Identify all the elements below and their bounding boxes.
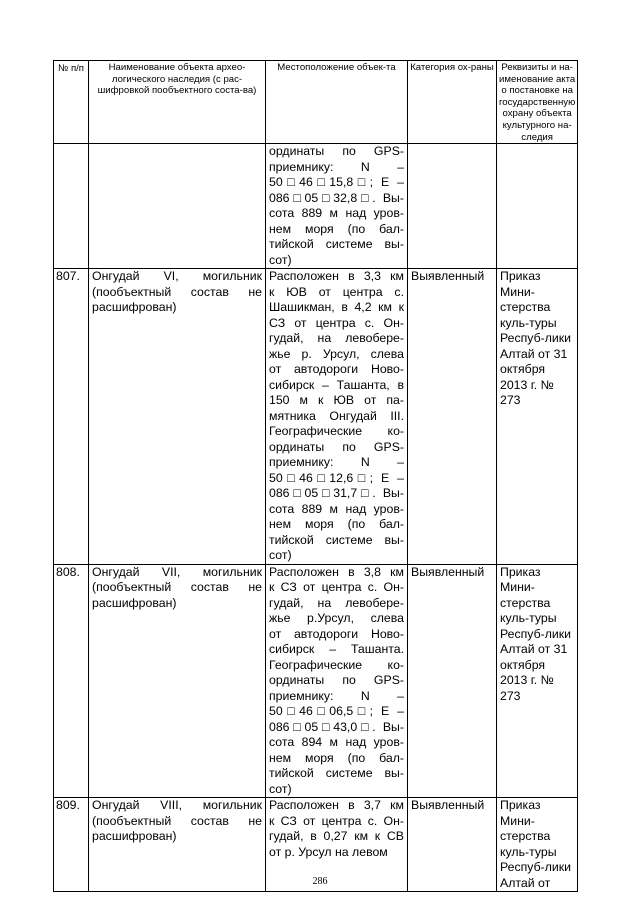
location-line: нем моря (по бал-: [269, 517, 404, 532]
page-number: 286: [312, 876, 328, 887]
table-header-row: [54, 61, 578, 144]
act-requisites: Приказ Мини-стерства куль-туры Респуб-лики Алтай от 31 октября 2013 г. № 273: [497, 564, 578, 798]
location-line: жье р.Урсул, слева: [269, 611, 404, 626]
act-requisites: Приказ Мини-стерства куль-туры Респуб-лики Алтай от: [497, 798, 578, 892]
header-category: Категория ох-раны: [408, 61, 497, 144]
table-row: [54, 269, 578, 565]
location-line: Расположен в 3,7 км: [269, 798, 404, 813]
object-name: Онгудай VIII, могильник (пообъектный состав не расшифрован): [89, 798, 266, 892]
location-line: сот): [269, 252, 292, 267]
object-name: Онгудай VI, могильник (пообъектный состав не расшифрован): [89, 269, 266, 565]
location-line: гудай, в 0,27 км к СВ: [269, 829, 404, 844]
protection-category: Выявленный: [408, 564, 497, 798]
row-number: 807.: [54, 269, 89, 565]
header-requisites: Реквизиты и на-именование акта о постановке на государственную охрану объекта культурного на-следия: [497, 61, 578, 144]
row-number: 809.: [54, 798, 89, 892]
location-line: 50□46□12,6□; E –: [269, 470, 404, 485]
location-line: тийской системе вы-: [269, 766, 404, 781]
location-line: от р. Урсул на левом: [269, 844, 388, 859]
location-line: тийской системе вы-: [269, 532, 404, 547]
location-line: к СЗ от центра с. Он-: [269, 813, 404, 828]
location-line: сибирск – Ташанта, в: [269, 377, 404, 392]
location-line: тийской системе вы-: [269, 237, 404, 252]
header-location: Местоположение объек-та: [266, 61, 408, 144]
location-line: от автодороги Ново-: [269, 362, 404, 377]
location-line: 086□05□32,8□. Вы-: [269, 190, 404, 205]
location-line: 086□05□43,0□. Вы-: [269, 719, 404, 734]
location-line: нем моря (по бал-: [269, 750, 404, 765]
protection-category: Выявленный: [408, 798, 497, 892]
location-line: 086□05□31,7□. Вы-: [269, 486, 404, 501]
location-line: 50□46□15,8□; E –: [269, 175, 404, 190]
location-line: приемнику: N –: [269, 688, 404, 703]
location-line: сот): [269, 781, 292, 796]
location-line: к ЮВ от центра с.: [269, 284, 404, 299]
location-line: гудай, на левобере-: [269, 595, 404, 610]
location-line: от автодороги Ново-: [269, 626, 404, 641]
continuation-location: [266, 144, 408, 269]
location-line: Географические ко-: [269, 657, 404, 672]
location-line: приемнику: N –: [269, 159, 404, 174]
location-line: ординаты по GPS-: [269, 673, 404, 688]
object-name: Онгудай VII, могильник (пообъектный состав не расшифрован): [89, 564, 266, 798]
location-line: сота 889 м над уров-: [269, 501, 404, 516]
location-line: ординаты по GPS-: [269, 144, 404, 159]
header-name: Наименование объекта архео-логического наследия (с рас-шифровкой пообъектного соста-ва): [89, 61, 266, 144]
location-line: гудай, на левобере-: [269, 331, 404, 346]
object-location: [266, 269, 408, 565]
act-requisites: Приказ Мини-стерства куль-туры Респуб-лики Алтай от 31 октября 2013 г. № 273: [497, 269, 578, 565]
location-line: к СЗ от центра с. Он-: [269, 580, 404, 595]
location-line: сибирск – Ташанта.: [269, 642, 404, 657]
location-line: жье р. Урсул, слева: [269, 346, 404, 361]
location-line: ординаты по GPS-: [269, 439, 404, 454]
location-line: Географические ко-: [269, 424, 404, 439]
table-row: [54, 564, 578, 798]
location-line: мятника Онгудай III.: [269, 408, 404, 423]
row-number: 808.: [54, 564, 89, 798]
continuation-row: [54, 144, 578, 269]
location-line: нем моря (по бал-: [269, 221, 404, 236]
location-line: Расположен в 3,3 км: [269, 269, 404, 284]
location-line: 150 м к ЮВ от па-: [269, 393, 404, 408]
object-location: [266, 564, 408, 798]
protection-category: Выявленный: [408, 269, 497, 565]
location-line: сота 889 м над уров-: [269, 206, 404, 221]
location-line: 50□46□06,5□; E –: [269, 704, 404, 719]
location-line: приемнику: N –: [269, 455, 404, 470]
header-num: № п/п: [54, 61, 89, 144]
location-line: сот): [269, 548, 292, 563]
location-line: Шашикман, в 4,2 км к: [269, 300, 404, 315]
location-line: сота 894 м над уров-: [269, 735, 404, 750]
heritage-register-table: [53, 60, 578, 892]
location-line: Расположен в 3,8 км: [269, 564, 404, 579]
location-line: СЗ от центра с. Он-: [269, 315, 404, 330]
